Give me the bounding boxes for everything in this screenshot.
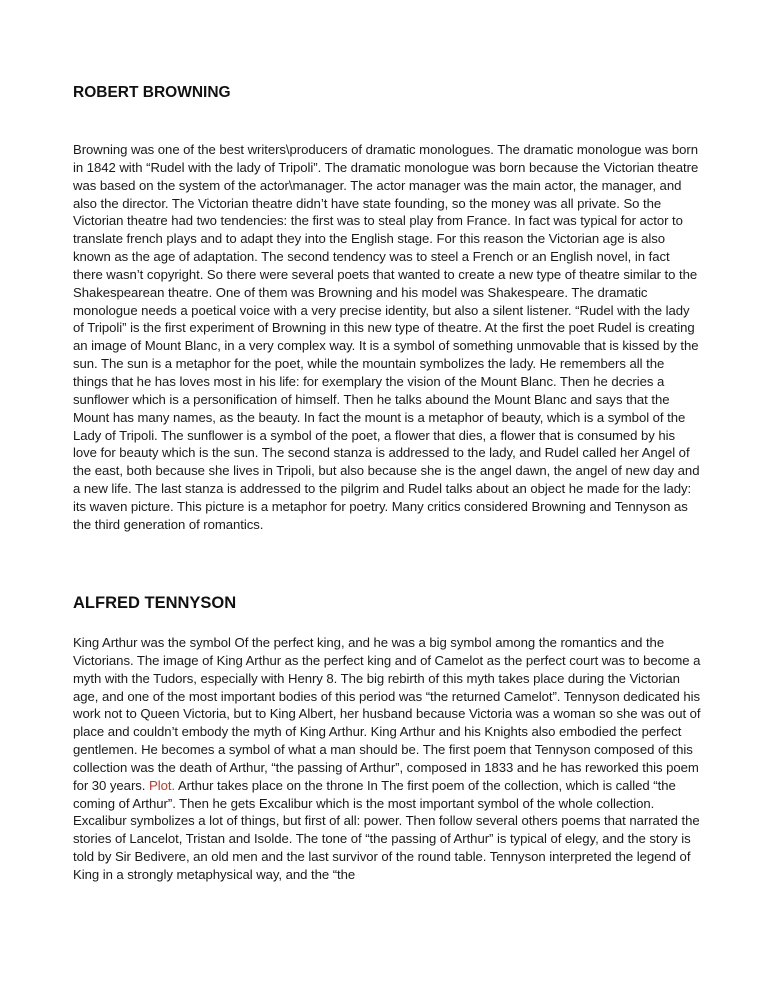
section-heading-tennyson: ALFRED TENNYSON [73, 594, 237, 612]
section-body-tennyson [73, 634, 701, 884]
plot-label: Plot. [149, 777, 176, 793]
section-body-browning: Browning was one of the best writers\producers of dramatic monologues. The dramatic monologue was born in 1842 with “Rudel with the lady of Tripoli”. The dramatic monologue was born because the Victorian theatre was based on the system of the actor\manager. The actor manager was the main actor, the manager, and also the director. The Victorian theatre didn’t have state founding, so the money was all private. So the Victorian theatre had two tendencies: the first was to steal play from France. In fact was typical for actor to translate french plays and to adapt they into the English stage. For this reason the Victorian age is also known as the age of adaptation. The second tendency was to steel a French or an English novel, in fact there wasn’t copyright. So there were several poets that wanted to create a new type of theatre similar to the Shakespearean theatre. One of them was Browning and his model was Shakespeare. The dramatic monologue needs a poetical voice with a very precise identity, but also a silent listener. “Rudel with the lady of Tripoli” is the first experiment of Browning in this new type of theatre. At the first the poet Rudel is creating an image of Mount Blanc, in a very complex way. It is a symbol of something unmovable that is kissed by the sun. The sun is a metaphor for the poet, while the mountain symbolizes the lady. He remembers all the things that he has loves most in his life: for exemplary the vision of the Mount Blanc. Then he decries a sunflower which is a personification of himself. Then he talks abound the Mount Blanc and says that the Mount has many names, as the beauty. In fact the mount is a metaphor of beauty, which is a symbol of the Lady of Tripoli. The sunflower is a symbol of the poet, a flower that dies, a flower that is consumed by his love for beauty which is the sun. The second stanza is addressed to the lady, and Rudel called her Angel of the east, both because she lives in Tripoli, but also because she is the angel dawn, the angel of new day and a new life. The last stanza is addressed to the pilgrim and Rudel talks about an object he made for the lady: its waven picture. This picture is a metaphor for poetry. Many critics considered Browning and Tennyson as the third generation of romantics. [73, 142, 700, 532]
tennyson-body-part-1: King Arthur was the symbol Of the perfect king, and he was a big symbol among the romantics and the Victorians. The image of King Arthur as the perfect king and of Camelot as the perfect court was to become a myth with the Tudors, especially with Henry 8. The big rebirth of this myth takes place during the Victorian age, and one of the most important bodies of this period was “the returned Camelot”. Tennyson dedicated his work not to Queen Victoria, but to King Albert, her husband because Victoria was a woman so she was out of place and couldn’t embody the myth of King Arthur. King Arthur and his Knights also embodied the perfect gentlemen. He becomes a symbol of what a man should be. The first poem that Tennyson composed of this collection was the death of Arthur, “the passing of Arthur”, composed in 1833 and he has reworked this poem for 30 years. [73, 635, 701, 793]
tennyson-body-part-2: Arthur takes place on the throne In The first poem of the collection, which is called “the coming of Arthur”. Then he gets Excalibur which is the most important symbol of the whole collection. Excalibur symbolizes a lot of things, but first of all: power. Then follow several others poems that narrated the stories of Lancelot, Tristan and Isolde. The tone of “the passing of Arthur” is typical of elegy, and the story is told by Sir Bedivere, an old men and the last survivor of the round table. Tennyson interpreted the legend of King in a strongly metaphysical way, and the “the [73, 777, 700, 882]
section-heading-browning: ROBERT BROWNING [73, 84, 231, 101]
